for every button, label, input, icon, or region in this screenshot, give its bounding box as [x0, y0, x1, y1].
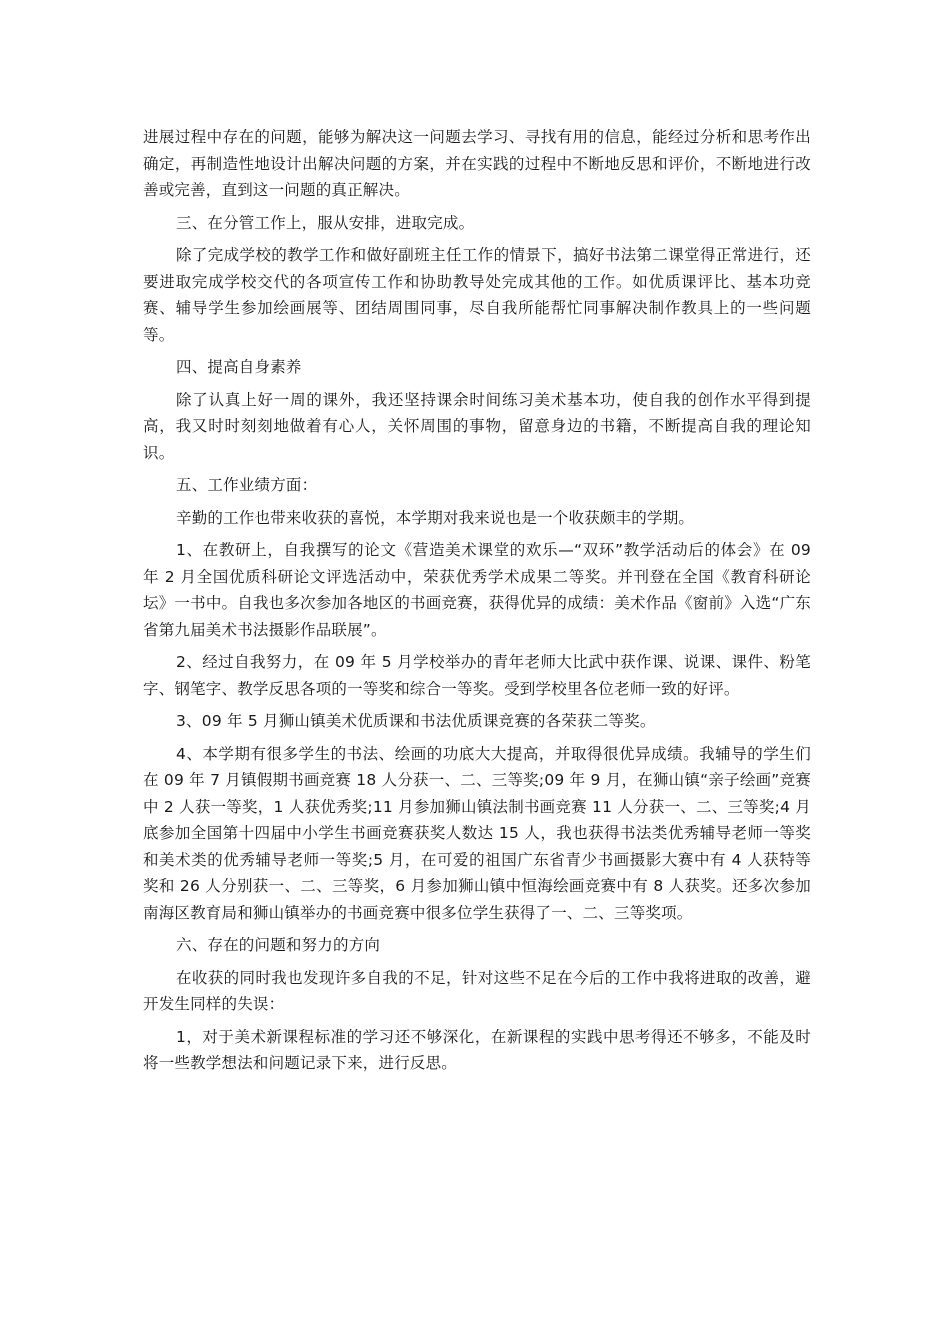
heading-section-four: 四、提高自身素养	[176, 358, 302, 376]
heading-section-six: 六、存在的问题和努力的方向	[176, 936, 381, 954]
document-body	[143, 124, 811, 1083]
list-item-achievement-1: 1、在教研上，自我撰写的论文《营造美术课堂的欢乐—“双环”教学活动后的体会》在 09 年 2 月全国优质科研论文评选活动中，荣获优秀学术成果二等奖。并刊登在全国《教育科研论坛》一书中。自我也多次参加各地区的书画竞赛，获得优异的成绩：美术作品《窗前》入选“广东省第九届美术书法摄影作品联展”。	[143, 541, 811, 639]
list-item-problem-1: 1，对于美术新课程标准的学习还不够深化，在新课程的实践中思考得还不够多，不能及时将一些教学想法和问题记录下来，进行反思。	[143, 1027, 811, 1072]
heading-section-five: 五、工作业绩方面：	[176, 476, 318, 494]
heading-section-three: 三、在分管工作上，服从安排，进取完成。	[176, 213, 475, 232]
list-item-achievement-3: 3、09 年 5 月狮山镇美术优质课和书法优质课竞赛的各荣获二等奖。	[176, 712, 656, 730]
paragraph-problem-solving: 进展过程中存在的问题，能够为解决这一问题去学习、寻找有用的信息，能经过分析和思考作出确定，再制造性地设计出解决问题的方案，并在实践的过程中不断地反思和评价，不断地进行改善或完善，直到这一问题的真正解决。	[143, 128, 811, 199]
paragraph-section-six-intro: 在收获的同时我也发现许多自我的不足，针对这些不足在今后的工作中我将进取的改善，避开发生同样的失误：	[143, 968, 811, 1013]
paragraph-section-five-intro: 辛勤的工作也带来收获的喜悦，本学期对我来说也是一个收获颇丰的学期。	[176, 508, 695, 527]
list-item-achievement-2: 2、经过自我努力，在 09 年 5 月学校举办的青年老师大比武中获作课、说课、课件、粉笔字、钢笔字、教学反思各项的一等奖和综合一等奖。受到学校里各位老师一致的好评。	[143, 653, 811, 698]
list-item-achievement-4: 4、本学期有很多学生的书法、绘画的功底大大提高，并取得很优异成绩。我辅导的学生们在 09 年 7 月镇假期书画竞赛 18 人分获一、二、三等奖;09 年 9 月，在狮山镇“亲子绘画”竞赛中 2 人获一等奖，1 人获优秀奖;11 月参加狮山镇法制书画竞赛 11 人分获一、二、三等奖;4 月底参加全国第十四届中小学生书画竞赛获奖人数达 15 人，我也获得书法类优秀辅导老师一等奖和美术类的优秀辅导老师一等奖;5 月，在可爱的祖国广东省青少书画摄影大赛中有 4 人获特等奖和 26 人分别获一、二、三等奖，6 月参加狮山镇中恒海绘画竞赛中有 8 人获奖。还多次参加南海区教育局和狮山镇举办的书画竞赛中很多位学生获得了一、二、三等奖项。	[143, 744, 811, 922]
paragraph-section-four: 除了认真上好一周的课外，我还坚持课余时间练习美术基本功，使自我的创作水平得到提高，我又时时刻刻地做着有心人，关怀周围的事物，留意身边的书籍，不断提高自我的理论知识。	[143, 390, 811, 462]
paragraph-section-three: 除了完成学校的教学工作和做好副班主任工作的情景下，搞好书法第二课堂得正常进行，还要进取完成学校交代的各项宣传工作和协助教导处完成其他的工作。如优质课评比、基本功竞赛、辅导学生参加绘画展等、团结周围同事，尽自我所能帮忙同事解决制作教具上的一些问题等。	[143, 246, 811, 344]
